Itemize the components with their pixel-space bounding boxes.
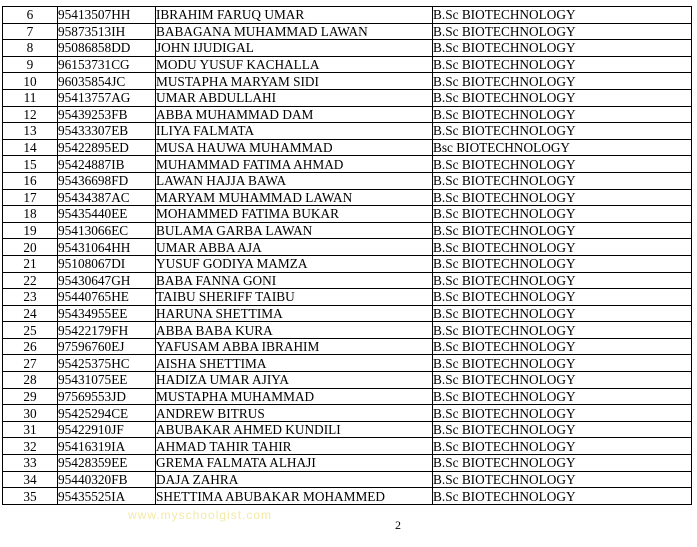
registration-number-cell: 96035854JC	[58, 73, 156, 90]
registration-number-cell: 95425294CE	[58, 405, 156, 422]
table-row	[3, 56, 692, 73]
table-row	[3, 272, 692, 289]
serial-number-cell: 10	[3, 73, 58, 90]
registration-number-cell: 95439253FB	[58, 106, 156, 123]
serial-number-cell: 30	[3, 405, 58, 422]
table-row	[3, 89, 692, 106]
registration-number-cell: 95430647GH	[58, 272, 156, 289]
serial-number-cell: 13	[3, 123, 58, 140]
serial-number-cell: 19	[3, 222, 58, 239]
student-name-cell: IBRAHIM FARUQ UMAR	[156, 7, 433, 24]
serial-number-cell: 32	[3, 438, 58, 455]
student-name-cell: UMAR ABBA AJA	[156, 239, 433, 256]
table-row	[3, 388, 692, 405]
serial-number-cell: 9	[3, 56, 58, 73]
serial-number-cell: 25	[3, 322, 58, 339]
course-cell: B.Sc BIOTECHNOLOGY	[433, 23, 692, 40]
serial-number-cell: 14	[3, 139, 58, 156]
table-row	[3, 222, 692, 239]
course-cell: B.Sc BIOTECHNOLOGY	[433, 89, 692, 106]
serial-number-cell: 23	[3, 289, 58, 306]
course-cell: B.Sc BIOTECHNOLOGY	[433, 40, 692, 57]
table-row	[3, 156, 692, 173]
course-cell: B.Sc BIOTECHNOLOGY	[433, 123, 692, 140]
registration-number-cell: 95413757AG	[58, 89, 156, 106]
registration-number-cell: 95422910JF	[58, 421, 156, 438]
registration-number-cell: 95433307EB	[58, 123, 156, 140]
table-row	[3, 73, 692, 90]
serial-number-cell: 16	[3, 172, 58, 189]
student-name-cell: UMAR ABDULLAHI	[156, 89, 433, 106]
student-name-cell: TAIBU SHERIFF TAIBU	[156, 289, 433, 306]
table-row	[3, 322, 692, 339]
table-row	[3, 455, 692, 472]
registration-number-cell: 95435525IA	[58, 488, 156, 505]
student-name-cell: DAJA ZAHRA	[156, 471, 433, 488]
registration-number-cell: 95434387AC	[58, 189, 156, 206]
student-name-cell: YUSUF GODIYA MAMZA	[156, 255, 433, 272]
course-cell: B.Sc BIOTECHNOLOGY	[433, 372, 692, 389]
table-row	[3, 355, 692, 372]
student-name-cell: YAFUSAM ABBA IBRAHIM	[156, 338, 433, 355]
student-name-cell: MARYAM MUHAMMAD LAWAN	[156, 189, 433, 206]
table-row	[3, 255, 692, 272]
registration-number-cell: 95422895ED	[58, 139, 156, 156]
student-name-cell: JOHN IJUDIGAL	[156, 40, 433, 57]
student-name-cell: AISHA SHETTIMA	[156, 355, 433, 372]
table-row	[3, 172, 692, 189]
serial-number-cell: 12	[3, 106, 58, 123]
student-name-cell: MUSTAPHA MARYAM SIDI	[156, 73, 433, 90]
student-name-cell: MOHAMMED FATIMA BUKAR	[156, 206, 433, 223]
student-name-cell: ABBA BABA KURA	[156, 322, 433, 339]
table-row	[3, 405, 692, 422]
registration-number-cell: 95431064HH	[58, 239, 156, 256]
serial-number-cell: 34	[3, 471, 58, 488]
course-cell: B.Sc BIOTECHNOLOGY	[433, 189, 692, 206]
course-cell: B.Sc BIOTECHNOLOGY	[433, 405, 692, 422]
course-cell: B.Sc BIOTECHNOLOGY	[433, 239, 692, 256]
course-cell: B.Sc BIOTECHNOLOGY	[433, 388, 692, 405]
course-cell: B.Sc BIOTECHNOLOGY	[433, 255, 692, 272]
student-name-cell: BULAMA GARBA LAWAN	[156, 222, 433, 239]
student-name-cell: BABA FANNA GONI	[156, 272, 433, 289]
course-cell: B.Sc BIOTECHNOLOGY	[433, 338, 692, 355]
registration-number-cell: 95434955EE	[58, 305, 156, 322]
table-row	[3, 338, 692, 355]
course-cell: B.Sc BIOTECHNOLOGY	[433, 156, 692, 173]
course-cell: B.Sc BIOTECHNOLOGY	[433, 289, 692, 306]
registration-number-cell: 95413507HH	[58, 7, 156, 24]
serial-number-cell: 20	[3, 239, 58, 256]
table-row	[3, 471, 692, 488]
course-cell: B.Sc BIOTECHNOLOGY	[433, 438, 692, 455]
student-name-cell: AHMAD TAHIR TAHIR	[156, 438, 433, 455]
registration-number-cell: 95428359EE	[58, 455, 156, 472]
student-name-cell: LAWAN HAJJA BAWA	[156, 172, 433, 189]
student-name-cell: ABBA MUHAMMAD DAM	[156, 106, 433, 123]
serial-number-cell: 33	[3, 455, 58, 472]
admission-list-body	[3, 7, 692, 505]
course-cell: B.Sc BIOTECHNOLOGY	[433, 471, 692, 488]
course-cell: B.Sc BIOTECHNOLOGY	[433, 206, 692, 223]
student-name-cell: MUHAMMAD FATIMA AHMAD	[156, 156, 433, 173]
course-cell: B.Sc BIOTECHNOLOGY	[433, 455, 692, 472]
serial-number-cell: 29	[3, 388, 58, 405]
serial-number-cell: 21	[3, 255, 58, 272]
registration-number-cell: 95108067DI	[58, 255, 156, 272]
watermark-text: www.myschoolgist.com	[128, 508, 273, 522]
serial-number-cell: 28	[3, 372, 58, 389]
serial-number-cell: 24	[3, 305, 58, 322]
course-cell: B.Sc BIOTECHNOLOGY	[433, 172, 692, 189]
course-cell: B.Sc BIOTECHNOLOGY	[433, 73, 692, 90]
table-row	[3, 421, 692, 438]
student-name-cell: SHETTIMA ABUBAKAR MOHAMMED	[156, 488, 433, 505]
registration-number-cell: 95436698FD	[58, 172, 156, 189]
serial-number-cell: 27	[3, 355, 58, 372]
course-cell: B.Sc BIOTECHNOLOGY	[433, 488, 692, 505]
student-name-cell: MUSA HAUWA MUHAMMAD	[156, 139, 433, 156]
table-row	[3, 23, 692, 40]
table-row	[3, 139, 692, 156]
table-row	[3, 239, 692, 256]
serial-number-cell: 15	[3, 156, 58, 173]
table-row	[3, 488, 692, 505]
registration-number-cell: 95425375HC	[58, 355, 156, 372]
student-name-cell: GREMA FALMATA ALHAJI	[156, 455, 433, 472]
student-name-cell: ANDREW BITRUS	[156, 405, 433, 422]
table-row	[3, 40, 692, 57]
registration-number-cell: 97569553JD	[58, 388, 156, 405]
serial-number-cell: 6	[3, 7, 58, 24]
serial-number-cell: 26	[3, 338, 58, 355]
course-cell: B.Sc BIOTECHNOLOGY	[433, 272, 692, 289]
serial-number-cell: 35	[3, 488, 58, 505]
registration-number-cell: 95431075EE	[58, 372, 156, 389]
course-cell: B.Sc BIOTECHNOLOGY	[433, 322, 692, 339]
registration-number-cell: 95435440EE	[58, 206, 156, 223]
course-cell: B.Sc BIOTECHNOLOGY	[433, 421, 692, 438]
registration-number-cell: 96153731CG	[58, 56, 156, 73]
registration-number-cell: 95440765HE	[58, 289, 156, 306]
table-row	[3, 305, 692, 322]
serial-number-cell: 31	[3, 421, 58, 438]
table-row	[3, 372, 692, 389]
table-row	[3, 438, 692, 455]
course-cell: B.Sc BIOTECHNOLOGY	[433, 106, 692, 123]
registration-number-cell: 95086858DD	[58, 40, 156, 57]
serial-number-cell: 17	[3, 189, 58, 206]
registration-number-cell: 95422179FH	[58, 322, 156, 339]
registration-number-cell: 95413066EC	[58, 222, 156, 239]
admission-list-table	[2, 6, 692, 505]
registration-number-cell: 95440320FB	[58, 471, 156, 488]
table-row	[3, 123, 692, 140]
student-name-cell: MUSTAPHA MUHAMMAD	[156, 388, 433, 405]
serial-number-cell: 22	[3, 272, 58, 289]
course-cell: Bsc BIOTECHNOLOGY	[433, 139, 692, 156]
course-cell: B.Sc BIOTECHNOLOGY	[433, 305, 692, 322]
student-name-cell: ILIYA FALMATA	[156, 123, 433, 140]
serial-number-cell: 11	[3, 89, 58, 106]
student-name-cell: HARUNA SHETTIMA	[156, 305, 433, 322]
course-cell: B.Sc BIOTECHNOLOGY	[433, 7, 692, 24]
student-name-cell: BABAGANA MUHAMMAD LAWAN	[156, 23, 433, 40]
serial-number-cell: 7	[3, 23, 58, 40]
table-row	[3, 289, 692, 306]
course-cell: B.Sc BIOTECHNOLOGY	[433, 56, 692, 73]
registration-number-cell: 95873513IH	[58, 23, 156, 40]
course-cell: B.Sc BIOTECHNOLOGY	[433, 222, 692, 239]
page-number: 2	[395, 518, 401, 532]
student-name-cell: HADIZA UMAR AJIYA	[156, 372, 433, 389]
table-row	[3, 189, 692, 206]
table-row	[3, 7, 692, 24]
registration-number-cell: 95416319IA	[58, 438, 156, 455]
serial-number-cell: 8	[3, 40, 58, 57]
student-name-cell: ABUBAKAR AHMED KUNDILI	[156, 421, 433, 438]
table-row	[3, 106, 692, 123]
table-row	[3, 206, 692, 223]
serial-number-cell: 18	[3, 206, 58, 223]
student-name-cell: MODU YUSUF KACHALLA	[156, 56, 433, 73]
registration-number-cell: 95424887IB	[58, 156, 156, 173]
registration-number-cell: 97596760EJ	[58, 338, 156, 355]
course-cell: B.Sc BIOTECHNOLOGY	[433, 355, 692, 372]
